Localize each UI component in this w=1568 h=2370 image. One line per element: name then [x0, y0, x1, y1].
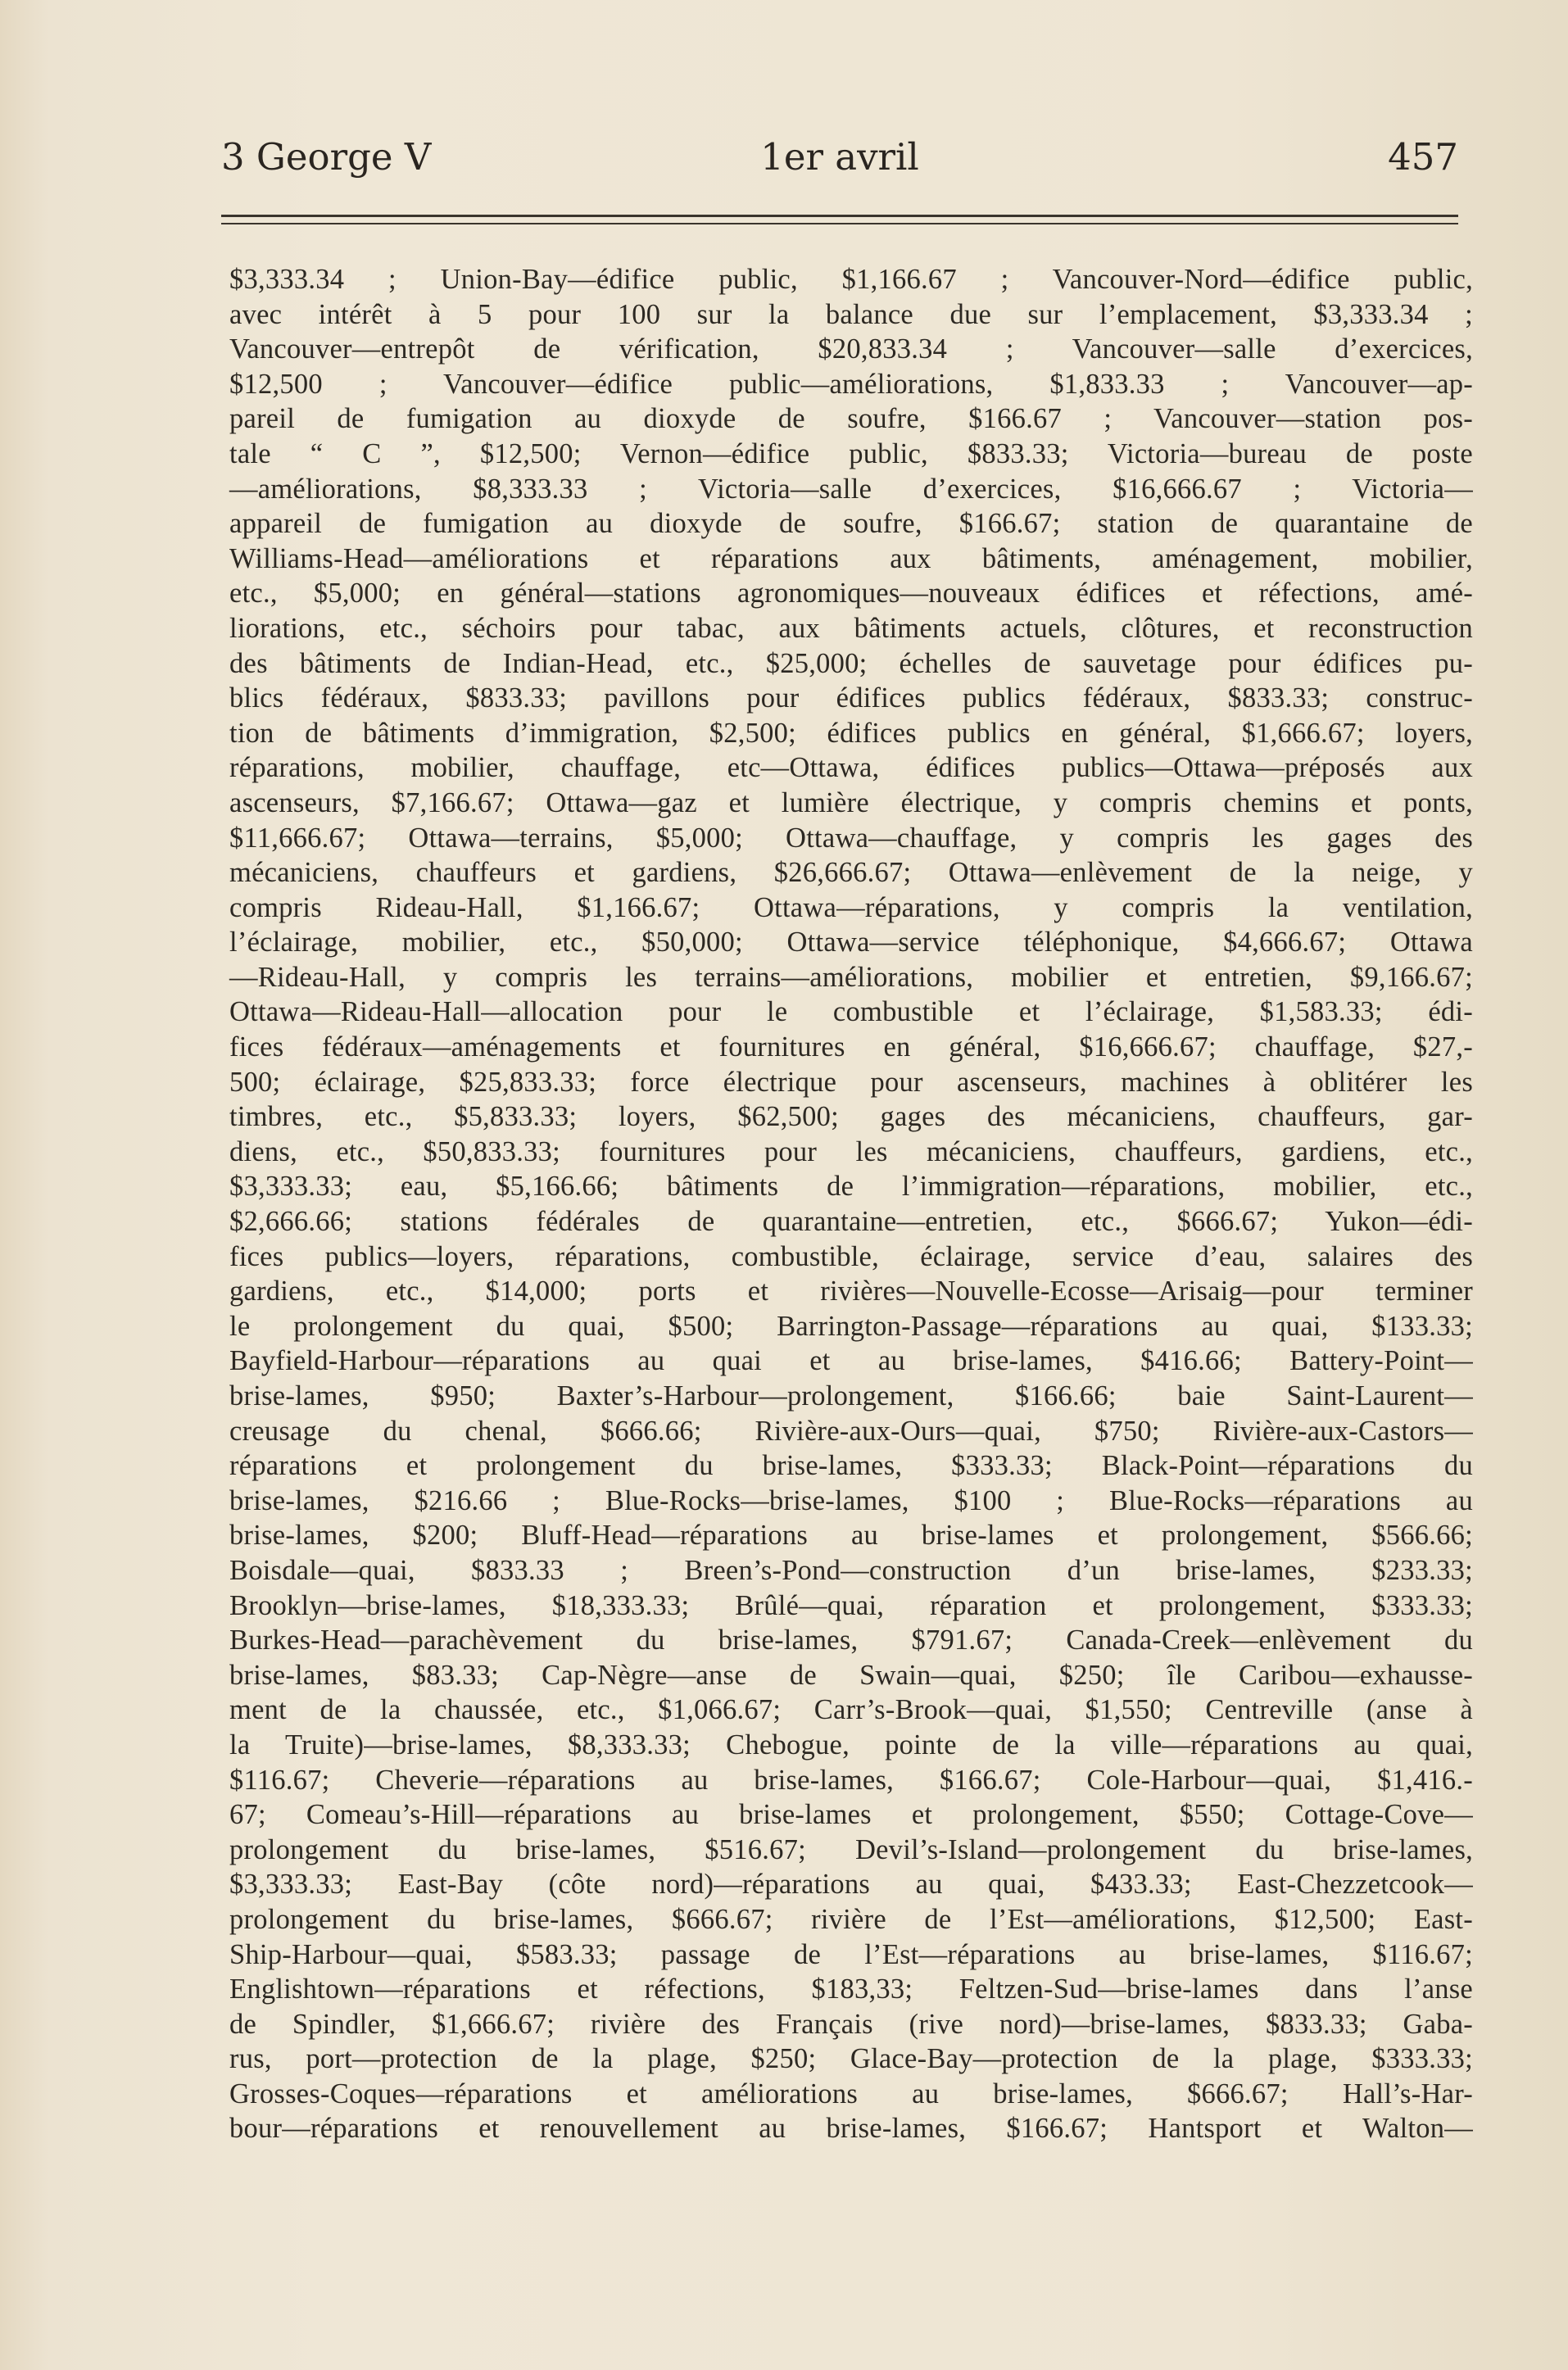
- text-line: fices publics—loyers, réparations, combustible, éclairage, service d’eau, salaires des: [229, 1240, 1473, 1272]
- text-line: prolongement du brise-lames, $666.67; rivière de l’Est—améliorations, $12,500; East-: [229, 1903, 1473, 1935]
- text-line: etc., $5,000; en général—stations agronomiques—nouveaux édifices et réfections, amé-: [229, 578, 1473, 609]
- text-line: bour—réparations et renouvellement au brise-lames, $166.67; Hantsport et Walton—: [229, 2113, 1473, 2145]
- text-line: Englishtown—réparations et réfections, $183,33; Feltzen-Sud—brise-lames dans l’anse: [229, 1973, 1473, 2005]
- header-date: 1er avril: [760, 135, 919, 179]
- text-line: fices fédéraux—aménagements et fournitures en général, $16,666.67; chauffage, $27,-: [229, 1031, 1473, 1063]
- text-line: brise-lames, $216.66 ; Blue-Rocks—brise-lames, $100 ; Blue-Rocks—réparations au: [229, 1484, 1473, 1516]
- text-line: l’éclairage, mobilier, etc., $50,000; Ottawa—service téléphonique, $4,666.67; Ottawa: [229, 927, 1473, 958]
- text-line: $3,333.33; East-Bay (côte nord)—réparations au quai, $433.33; East-Chezzetcook—: [229, 1869, 1473, 1901]
- text-line: Boisdale—quai, $833.33 ; Breen’s-Pond—construction d’un brise-lames, $233.33;: [229, 1554, 1473, 1586]
- text-line: Ottawa—Rideau-Hall—allocation pour le combustible et l’éclairage, $1,583.33; édi-: [229, 996, 1473, 1028]
- text-line: prolongement du brise-lames, $516.67; Devil’s-Island—prolongement du brise-lames,: [229, 1833, 1473, 1865]
- text-line: Ship-Harbour—quai, $583.33; passage de l’Est—réparations au brise-lames, $116.67;: [229, 1938, 1473, 1970]
- text-line: Williams-Head—améliorations et réparations aux bâtiments, aménagement, mobilier,: [229, 542, 1473, 574]
- text-line: —améliorations, $8,333.33 ; Victoria—salle d’exercices, $16,666.67 ; Victoria—: [229, 473, 1473, 505]
- text-line: appareil de fumigation au dioxyde de soufre, $166.67; station de quarantaine de: [229, 508, 1473, 540]
- text-line: liorations, etc., séchoirs pour tabac, aux bâtiments actuels, clôtures, et reconstruction: [229, 612, 1473, 644]
- text-line: brise-lames, $200; Bluff-Head—réparations au brise-lames et prolongement, $566.66;: [229, 1520, 1473, 1552]
- text-line: brise-lames, $950; Baxter’s-Harbour—prolongement, $166.66; baie Saint-Laurent—: [229, 1380, 1473, 1412]
- text-line: ment de la chaussée, etc., $1,066.67; Carr’s-Brook—quai, $1,550; Centreville (anse à: [229, 1694, 1473, 1726]
- header-rule-top: [221, 215, 1458, 217]
- text-line: de Spindler, $1,666.67; rivière des Français (rive nord)—brise-lames, $833.33; Gaba-: [229, 2008, 1473, 2040]
- text-line: réparations et prolongement du brise-lames, $333.33; Black-Point—réparations du: [229, 1450, 1473, 1482]
- text-line: mécaniciens, chauffeurs et gardiens, $26,666.67; Ottawa—enlèvement de la neige, y: [229, 857, 1473, 889]
- text-line: Bayfield-Harbour—réparations au quai et au brise-lames, $416.66; Battery-Point—: [229, 1345, 1473, 1377]
- text-line: $3,333.33; eau, $5,166.66; bâtiments de l’immigration—réparations, mobilier, etc.,: [229, 1171, 1473, 1203]
- text-line: 500; éclairage, $25,833.33; force électrique pour ascenseurs, machines à oblitérer les: [229, 1066, 1473, 1098]
- text-line: diens, etc., $50,833.33; fournitures pour les mécaniciens, chauffeurs, gardiens, etc.,: [229, 1135, 1473, 1167]
- text-line: $12,500 ; Vancouver—édifice public—améliorations, $1,833.33 ; Vancouver—ap-: [229, 368, 1473, 400]
- text-line: $11,666.67; Ottawa—terrains, $5,000; Ottawa—chauffage, y compris les gages des: [229, 822, 1473, 854]
- page-number: 457: [1388, 135, 1458, 179]
- text-line: creusage du chenal, $666.66; Rivière-aux-Ours—quai, $750; Rivière-aux-Castors—: [229, 1415, 1473, 1447]
- text-line: des bâtiments de Indian-Head, etc., $25,000; échelles de sauvetage pour édifices pu-: [229, 647, 1473, 679]
- text-line: avec intérêt à 5 pour 100 sur la balance due sur l’emplacement, $3,333.34 ;: [229, 298, 1473, 330]
- text-line: Brooklyn—brise-lames, $18,333.33; Brûlé—quai, réparation et prolongement, $333.33;: [229, 1589, 1473, 1621]
- text-line: le prolongement du quai, $500; Barrington-Passage—réparations au quai, $133.33;: [229, 1310, 1473, 1342]
- text-line: gardiens, etc., $14,000; ports et rivières—Nouvelle-Ecosse—Arisaig—pour terminer: [229, 1276, 1473, 1307]
- text-line: pareil de fumigation au dioxyde de soufre, $166.67 ; Vancouver—station pos-: [229, 403, 1473, 435]
- text-line: Vancouver—entrepôt de vérification, $20,833.34 ; Vancouver—salle d’exercices,: [229, 333, 1473, 365]
- body-paragraph: [229, 262, 1473, 2146]
- header-rule-bottom: [221, 223, 1458, 224]
- text-line: timbres, etc., $5,833.33; loyers, $62,500; gages des mécaniciens, chauffeurs, gar-: [229, 1101, 1473, 1133]
- text-line: $116.67; Cheverie—réparations au brise-lames, $166.67; Cole-Harbour—quai, $1,416.-: [229, 1764, 1473, 1796]
- text-line: rus, port—protection de la plage, $250; Glace-Bay—protection de la plage, $333.33;: [229, 2043, 1473, 2075]
- text-line: compris Rideau-Hall, $1,166.67; Ottawa—réparations, y compris la ventilation,: [229, 891, 1473, 923]
- text-line: $3,333.34 ; Union-Bay—édifice public, $1,166.67 ; Vancouver-Nord—édifice public,: [229, 264, 1473, 295]
- text-line: tale “ C ”, $12,500; Vernon—édifice public, $833.33; Victoria—bureau de poste: [229, 437, 1473, 469]
- text-line: $2,666.66; stations fédérales de quarantaine—entretien, etc., $666.67; Yukon—édi-: [229, 1206, 1473, 1238]
- text-line: Burkes-Head—parachèvement du brise-lames, $791.67; Canada-Creek—enlèvement du: [229, 1625, 1473, 1656]
- text-line: ascenseurs, $7,166.67; Ottawa—gaz et lumière électrique, y compris chemins et ponts,: [229, 786, 1473, 818]
- text-line: réparations, mobilier, chauffage, etc—Ottawa, édifices publics—Ottawa—préposés aux: [229, 752, 1473, 784]
- text-line: Grosses-Coques—réparations et améliorations au brise-lames, $666.67; Hall’s-Har-: [229, 2078, 1473, 2109]
- text-line: la Truite)—brise-lames, $8,333.33; Chebogue, pointe de la ville—réparations au quai,: [229, 1729, 1473, 1761]
- text-line: 67; Comeau’s-Hill—réparations au brise-lames et prolongement, $550; Cottage-Cove—: [229, 1799, 1473, 1831]
- text-line: tion de bâtiments d’immigration, $2,500; édifices publics en général, $1,666.67; loyers,: [229, 717, 1473, 749]
- header-regnal-year: 3 George V: [221, 135, 432, 179]
- text-line: brise-lames, $83.33; Cap-Nègre—anse de Swain—quai, $250; île Caribou—exhausse-: [229, 1659, 1473, 1691]
- text-line: blics fédéraux, $833.33; pavillons pour édifices publics fédéraux, $833.33; construc-: [229, 682, 1473, 714]
- page-header: [221, 135, 1458, 193]
- text-line: —Rideau-Hall, y compris les terrains—améliorations, mobilier et entretien, $9,166.67;: [229, 961, 1473, 993]
